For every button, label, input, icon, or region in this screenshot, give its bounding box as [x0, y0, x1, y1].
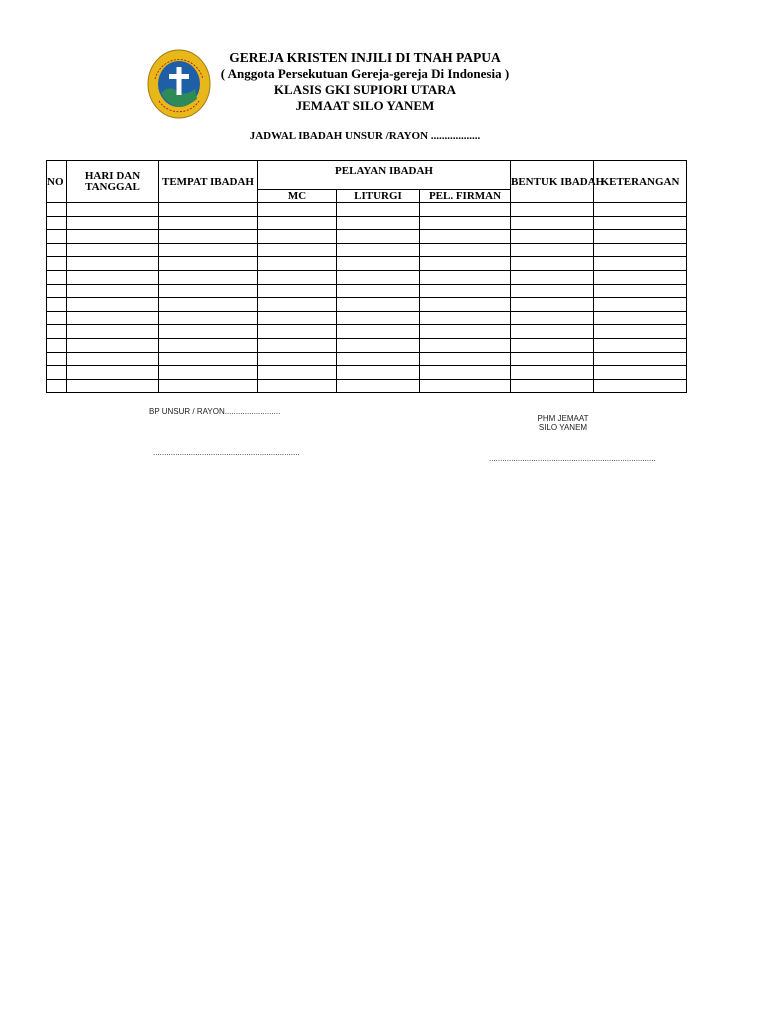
table-cell[interactable]	[337, 284, 420, 298]
table-cell[interactable]	[511, 216, 594, 230]
table-cell[interactable]	[67, 203, 159, 217]
table-cell[interactable]	[159, 325, 258, 339]
table-cell[interactable]	[159, 338, 258, 352]
jemaat-name: JEMAAT SILO YANEM	[295, 98, 435, 113]
table-cell[interactable]	[258, 352, 337, 366]
table-cell[interactable]	[594, 338, 687, 352]
table-cell[interactable]	[47, 203, 67, 217]
table-cell[interactable]	[511, 243, 594, 257]
table-cell[interactable]	[47, 284, 67, 298]
table-row	[47, 311, 687, 325]
table-cell[interactable]	[258, 311, 337, 325]
header-hari-tanggal: HARI DAN TANGGAL	[67, 161, 159, 203]
table-row	[47, 243, 687, 257]
table-row	[47, 352, 687, 366]
table-cell[interactable]	[594, 298, 687, 312]
table-cell[interactable]	[511, 311, 594, 325]
table-cell[interactable]	[420, 284, 511, 298]
bp-unsur-label: BP UNSUR / RAYON.........................	[149, 407, 281, 416]
table-row	[47, 257, 687, 271]
header-pelayan-ibadah: PELAYAN IBADAH	[258, 161, 511, 190]
table-cell[interactable]	[47, 257, 67, 271]
table-cell[interactable]	[67, 257, 159, 271]
letterhead	[200, 50, 530, 114]
table-cell[interactable]	[337, 352, 420, 366]
table-cell[interactable]	[420, 257, 511, 271]
table-cell[interactable]	[420, 298, 511, 312]
table-cell[interactable]	[337, 243, 420, 257]
table-cell[interactable]	[594, 366, 687, 380]
table-cell[interactable]	[258, 298, 337, 312]
table-cell[interactable]	[159, 298, 258, 312]
table-cell[interactable]	[159, 270, 258, 284]
table-cell[interactable]	[159, 366, 258, 380]
table-cell[interactable]	[67, 338, 159, 352]
table-cell[interactable]	[420, 325, 511, 339]
table-cell[interactable]	[511, 379, 594, 393]
table-cell[interactable]	[159, 243, 258, 257]
table-row	[47, 203, 687, 217]
table-row	[47, 366, 687, 380]
table-cell[interactable]	[511, 366, 594, 380]
table-cell[interactable]	[258, 243, 337, 257]
table-row	[47, 216, 687, 230]
table-row	[47, 270, 687, 284]
table-cell[interactable]	[337, 216, 420, 230]
table-row	[47, 325, 687, 339]
table-cell[interactable]	[594, 270, 687, 284]
table-cell[interactable]	[420, 352, 511, 366]
table-cell[interactable]	[159, 216, 258, 230]
table-cell[interactable]	[47, 379, 67, 393]
table-cell[interactable]	[420, 203, 511, 217]
table-cell[interactable]	[258, 284, 337, 298]
header-liturgi: LITURGI	[337, 190, 420, 203]
table-cell[interactable]	[594, 230, 687, 244]
table-cell[interactable]	[511, 325, 594, 339]
header-pel-firman: PEL. FIRMAN	[420, 190, 511, 203]
table-cell[interactable]	[337, 257, 420, 271]
table-cell[interactable]	[67, 270, 159, 284]
table-cell[interactable]	[511, 338, 594, 352]
table-row	[47, 379, 687, 393]
table-cell[interactable]	[159, 352, 258, 366]
table-cell[interactable]	[159, 230, 258, 244]
table-cell[interactable]	[67, 352, 159, 366]
table-cell[interactable]	[420, 216, 511, 230]
table-row	[47, 338, 687, 352]
table-row	[47, 298, 687, 312]
table-cell[interactable]	[594, 284, 687, 298]
table-cell[interactable]	[159, 284, 258, 298]
table-cell[interactable]	[258, 216, 337, 230]
table-cell[interactable]	[258, 366, 337, 380]
table-cell[interactable]	[258, 203, 337, 217]
table-cell[interactable]	[47, 270, 67, 284]
church-affiliation: ( Anggota Persekutuan Gereja-gereja Di Indonesia )	[220, 66, 510, 81]
header-keterangan: KETERANGAN	[594, 161, 687, 203]
table-cell[interactable]	[420, 366, 511, 380]
table-cell[interactable]	[511, 284, 594, 298]
table-cell[interactable]	[47, 311, 67, 325]
table-cell[interactable]	[337, 311, 420, 325]
table-cell[interactable]	[258, 379, 337, 393]
table-cell[interactable]	[594, 203, 687, 217]
phm-label-line2: SILO YANEM	[538, 423, 588, 432]
table-cell[interactable]	[420, 338, 511, 352]
table-cell[interactable]	[337, 270, 420, 284]
table-cell[interactable]	[47, 338, 67, 352]
header-no: NO	[47, 161, 67, 203]
klasis-name: KLASIS GKI SUPIORI UTARA	[273, 82, 457, 97]
table-cell[interactable]	[511, 203, 594, 217]
table-cell[interactable]	[67, 243, 159, 257]
table-cell[interactable]	[47, 298, 67, 312]
table-cell[interactable]	[258, 230, 337, 244]
phm-jemaat-label	[520, 414, 606, 432]
table-cell[interactable]	[159, 203, 258, 217]
table-cell[interactable]	[47, 243, 67, 257]
bp-unsur-signature-line: ..................................................................	[153, 448, 300, 457]
table-cell[interactable]	[258, 325, 337, 339]
table-cell[interactable]	[258, 270, 337, 284]
table-cell[interactable]	[67, 325, 159, 339]
table-cell[interactable]	[47, 352, 67, 366]
schedule-table	[46, 160, 687, 393]
table-cell[interactable]	[258, 257, 337, 271]
table-cell[interactable]	[67, 379, 159, 393]
table-cell[interactable]	[337, 325, 420, 339]
table-cell[interactable]	[337, 379, 420, 393]
table-cell[interactable]	[337, 366, 420, 380]
table-cell[interactable]	[337, 203, 420, 217]
table-cell[interactable]	[67, 284, 159, 298]
table-cell[interactable]	[67, 230, 159, 244]
table-cell[interactable]	[337, 230, 420, 244]
table-cell[interactable]	[47, 216, 67, 230]
table-cell[interactable]	[420, 243, 511, 257]
table-cell[interactable]	[159, 379, 258, 393]
table-row	[47, 230, 687, 244]
table-cell[interactable]	[594, 216, 687, 230]
table-cell[interactable]	[159, 311, 258, 325]
table-cell[interactable]	[258, 338, 337, 352]
table-cell[interactable]	[511, 230, 594, 244]
header-mc: MC	[258, 190, 337, 203]
table-cell[interactable]	[159, 257, 258, 271]
table-cell[interactable]	[511, 257, 594, 271]
schedule-rows	[47, 203, 687, 393]
table-cell[interactable]	[594, 243, 687, 257]
phm-signature-line: ...........................................................................	[489, 454, 656, 463]
table-cell[interactable]	[511, 270, 594, 284]
table-cell[interactable]	[594, 257, 687, 271]
table-cell[interactable]	[67, 216, 159, 230]
header-tempat-ibadah: TEMPAT IBADAH	[159, 161, 258, 203]
table-cell[interactable]	[594, 311, 687, 325]
schedule-title: JADWAL IBADAH UNSUR /RAYON ..................	[249, 130, 481, 142]
phm-label-line1: PHM JEMAAT	[537, 414, 589, 423]
table-cell[interactable]	[420, 230, 511, 244]
table-cell[interactable]	[420, 311, 511, 325]
table-cell[interactable]	[594, 352, 687, 366]
table-cell[interactable]	[67, 311, 159, 325]
church-name: GEREJA KRISTEN INJILI DI TNAH PAPUA	[229, 50, 501, 65]
table-row	[47, 284, 687, 298]
table-cell[interactable]	[420, 379, 511, 393]
table-cell[interactable]	[337, 298, 420, 312]
table-cell[interactable]	[67, 298, 159, 312]
table-cell[interactable]	[594, 325, 687, 339]
table-cell[interactable]	[47, 230, 67, 244]
header-bentuk-ibadah: BENTUK IBADAH	[511, 161, 594, 203]
table-cell[interactable]	[47, 325, 67, 339]
table-cell[interactable]	[67, 366, 159, 380]
table-cell[interactable]	[47, 366, 67, 380]
table-cell[interactable]	[511, 352, 594, 366]
table-cell[interactable]	[511, 298, 594, 312]
table-cell[interactable]	[337, 338, 420, 352]
table-cell[interactable]	[420, 270, 511, 284]
table-cell[interactable]	[594, 379, 687, 393]
